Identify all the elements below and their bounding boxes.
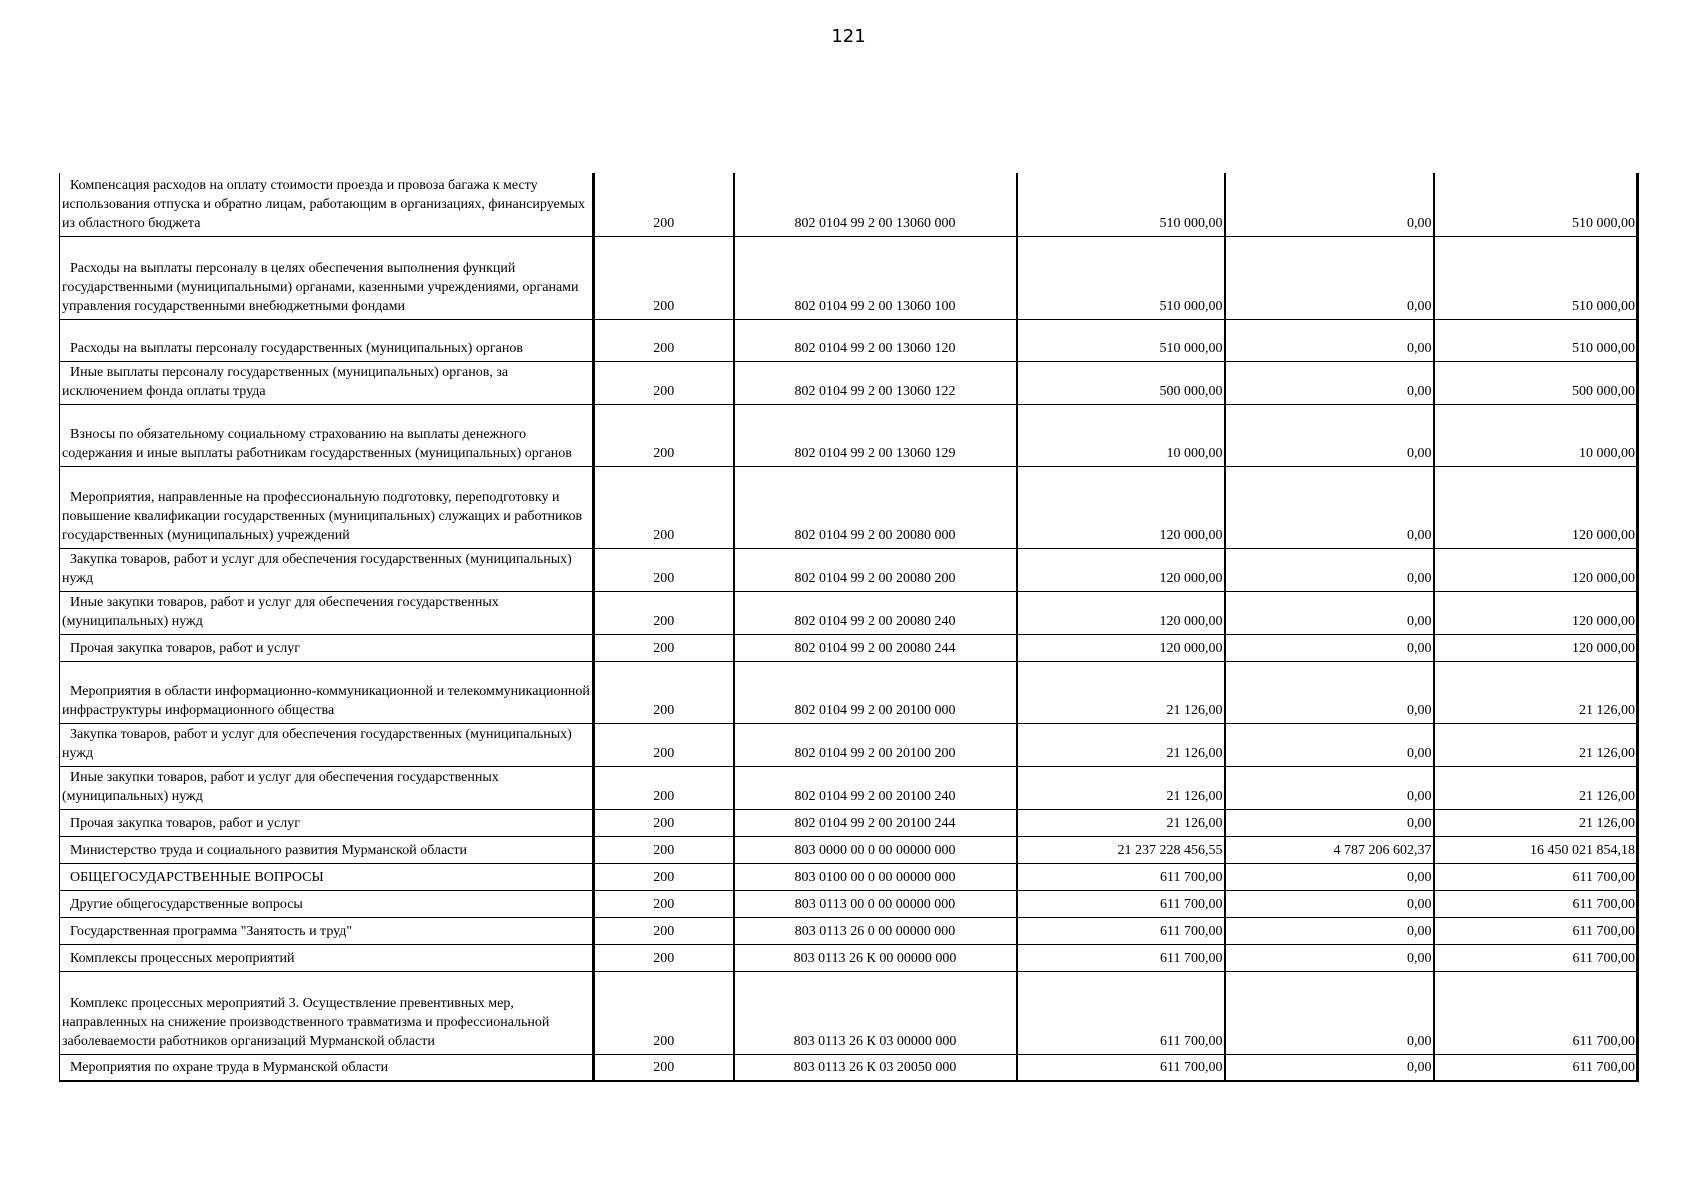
row-code: 200 bbox=[594, 634, 734, 661]
row-kbk: 802 0104 99 2 00 13060 120 bbox=[734, 319, 1017, 361]
row-kbk: 802 0104 99 2 00 20080 240 bbox=[734, 591, 1017, 634]
row-amount-3: 21 126,00 bbox=[1434, 766, 1638, 809]
row-name-text: Иные выплаты персоналу государственных (муниципальных) органов, за исключением фонда оплаты труда bbox=[62, 364, 509, 399]
row-name bbox=[60, 1054, 594, 1081]
row-name bbox=[60, 173, 594, 236]
row-amount-2: 0,00 bbox=[1225, 890, 1434, 917]
table-row bbox=[60, 591, 1638, 634]
row-code: 200 bbox=[594, 809, 734, 836]
row-amount-3: 611 700,00 bbox=[1434, 1054, 1638, 1081]
row-amount-3: 21 126,00 bbox=[1434, 809, 1638, 836]
row-name bbox=[60, 319, 594, 361]
row-code: 200 bbox=[594, 971, 734, 1054]
row-amount-3: 21 126,00 bbox=[1434, 723, 1638, 766]
row-amount-2: 0,00 bbox=[1225, 661, 1434, 723]
row-kbk: 802 0104 99 2 00 13060 000 bbox=[734, 173, 1017, 236]
table-row bbox=[60, 404, 1638, 466]
row-amount-2: 0,00 bbox=[1225, 404, 1434, 466]
row-amount-3: 510 000,00 bbox=[1434, 173, 1638, 236]
row-name-text: Мероприятия в области информационно-коммуникационной и телекоммуникационной инфраструктуры информационного общества bbox=[62, 683, 590, 718]
row-name bbox=[60, 634, 594, 661]
row-name-text: Прочая закупка товаров, работ и услуг bbox=[70, 815, 300, 831]
row-amount-total: 500 000,00 bbox=[1017, 361, 1225, 404]
row-amount-2: 0,00 bbox=[1225, 466, 1434, 548]
row-name bbox=[60, 944, 594, 971]
row-name bbox=[60, 723, 594, 766]
table-row bbox=[60, 634, 1638, 661]
row-amount-3: 500 000,00 bbox=[1434, 361, 1638, 404]
row-kbk: 802 0104 99 2 00 20080 244 bbox=[734, 634, 1017, 661]
row-amount-2: 0,00 bbox=[1225, 809, 1434, 836]
row-code: 200 bbox=[594, 890, 734, 917]
row-name bbox=[60, 591, 594, 634]
row-amount-total: 10 000,00 bbox=[1017, 404, 1225, 466]
row-name bbox=[60, 809, 594, 836]
row-amount-2: 0,00 bbox=[1225, 971, 1434, 1054]
row-kbk: 802 0104 99 2 00 20100 000 bbox=[734, 661, 1017, 723]
row-name bbox=[60, 917, 594, 944]
row-code: 200 bbox=[594, 944, 734, 971]
row-kbk: 803 0100 00 0 00 00000 000 bbox=[734, 863, 1017, 890]
row-amount-total: 21 126,00 bbox=[1017, 766, 1225, 809]
row-kbk: 802 0104 99 2 00 20100 244 bbox=[734, 809, 1017, 836]
row-code: 200 bbox=[594, 466, 734, 548]
row-name-text: Мероприятия, направленные на профессиональную подготовку, переподготовку и повышение квалификации государственных (муниципальных) служащих и работников государственных (муниципальных) учреждений bbox=[62, 489, 583, 543]
table-row bbox=[60, 766, 1638, 809]
row-amount-3: 21 126,00 bbox=[1434, 661, 1638, 723]
row-name-text: Мероприятия по охране труда в Мурманской области bbox=[70, 1060, 389, 1075]
row-amount-total: 21 126,00 bbox=[1017, 809, 1225, 836]
row-amount-total: 611 700,00 bbox=[1017, 890, 1225, 917]
row-kbk: 803 0113 26 К 03 20050 000 bbox=[734, 1054, 1017, 1081]
row-kbk: 803 0113 26 0 00 00000 000 bbox=[734, 917, 1017, 944]
row-name-text: Иные закупки товаров, работ и услуг для обеспечения государственных (муниципальных) нужд bbox=[62, 594, 499, 629]
row-amount-2: 0,00 bbox=[1225, 917, 1434, 944]
row-amount-total: 510 000,00 bbox=[1017, 319, 1225, 361]
row-amount-total: 120 000,00 bbox=[1017, 634, 1225, 661]
row-name bbox=[60, 661, 594, 723]
row-amount-2: 0,00 bbox=[1225, 766, 1434, 809]
row-kbk: 802 0104 99 2 00 13060 100 bbox=[734, 236, 1017, 319]
row-amount-3: 120 000,00 bbox=[1434, 591, 1638, 634]
table-row bbox=[60, 971, 1638, 1054]
row-name-text: Расходы на выплаты персоналу государственных (муниципальных) органов bbox=[70, 340, 523, 356]
row-amount-total: 21 126,00 bbox=[1017, 723, 1225, 766]
budget-table bbox=[59, 173, 1639, 1082]
row-code: 200 bbox=[594, 1054, 734, 1081]
row-kbk: 802 0104 99 2 00 20080 200 bbox=[734, 548, 1017, 591]
row-amount-total: 611 700,00 bbox=[1017, 917, 1225, 944]
row-kbk: 802 0104 99 2 00 13060 122 bbox=[734, 361, 1017, 404]
row-name-text: Комплекс процессных мероприятий 3. Осуществление превентивных мер, направленных на снижение производственного травматизма и профессиональной заболеваемости работников организаций Мурманской области bbox=[62, 995, 550, 1049]
row-code: 200 bbox=[594, 863, 734, 890]
row-name bbox=[60, 404, 594, 466]
row-name bbox=[60, 971, 594, 1054]
table-row bbox=[60, 548, 1638, 591]
row-amount-total: 611 700,00 bbox=[1017, 971, 1225, 1054]
row-code: 200 bbox=[594, 836, 734, 863]
row-amount-3: 611 700,00 bbox=[1434, 971, 1638, 1054]
row-amount-2: 0,00 bbox=[1225, 723, 1434, 766]
row-amount-3: 16 450 021 854,18 bbox=[1434, 836, 1638, 863]
table-row bbox=[60, 917, 1638, 944]
table-row bbox=[60, 836, 1638, 863]
row-amount-total: 21 126,00 bbox=[1017, 661, 1225, 723]
row-name-text: Закупка товаров, работ и услуг для обеспечения государственных (муниципальных) нужд bbox=[62, 726, 572, 761]
row-name-text: Компенсация расходов на оплату стоимости проезда и провоза багажа к месту использования отпуска и обратно лицам, работающим в организациях, финансируемых из областного бюджета bbox=[62, 177, 586, 231]
table-row bbox=[60, 890, 1638, 917]
row-code: 200 bbox=[594, 236, 734, 319]
table-row bbox=[60, 944, 1638, 971]
row-name bbox=[60, 466, 594, 548]
row-amount-2: 0,00 bbox=[1225, 173, 1434, 236]
row-amount-3: 611 700,00 bbox=[1434, 917, 1638, 944]
row-code: 200 bbox=[594, 591, 734, 634]
page-number: 121 bbox=[831, 26, 866, 47]
row-kbk: 803 0000 00 0 00 00000 000 bbox=[734, 836, 1017, 863]
row-amount-total: 611 700,00 bbox=[1017, 944, 1225, 971]
table-row bbox=[60, 173, 1638, 236]
row-amount-3: 611 700,00 bbox=[1434, 944, 1638, 971]
row-kbk: 803 0113 26 К 00 00000 000 bbox=[734, 944, 1017, 971]
row-name bbox=[60, 836, 594, 863]
row-amount-total: 510 000,00 bbox=[1017, 173, 1225, 236]
row-code: 200 bbox=[594, 404, 734, 466]
row-name-text: Взносы по обязательному социальному страхованию на выплаты денежного содержания и иные выплаты работникам государственных (муниципальных) органов bbox=[62, 426, 572, 461]
row-amount-2: 0,00 bbox=[1225, 634, 1434, 661]
row-amount-3: 120 000,00 bbox=[1434, 634, 1638, 661]
row-name-text: Министерство труда и социального развития Мурманской области bbox=[70, 842, 468, 858]
row-name-text: Комплексы процессных мероприятий bbox=[70, 950, 295, 966]
row-amount-3: 611 700,00 bbox=[1434, 863, 1638, 890]
row-amount-total: 120 000,00 bbox=[1017, 591, 1225, 634]
row-amount-total: 120 000,00 bbox=[1017, 466, 1225, 548]
row-amount-total: 611 700,00 bbox=[1017, 863, 1225, 890]
row-kbk: 802 0104 99 2 00 13060 129 bbox=[734, 404, 1017, 466]
row-name-text: Другие общегосударственные вопросы bbox=[70, 896, 303, 912]
row-amount-total: 120 000,00 bbox=[1017, 548, 1225, 591]
row-amount-3: 510 000,00 bbox=[1434, 319, 1638, 361]
row-amount-2: 0,00 bbox=[1225, 548, 1434, 591]
table-row bbox=[60, 661, 1638, 723]
row-name bbox=[60, 236, 594, 319]
row-code: 200 bbox=[594, 766, 734, 809]
table-row bbox=[60, 361, 1638, 404]
row-code: 200 bbox=[594, 173, 734, 236]
row-amount-3: 120 000,00 bbox=[1434, 548, 1638, 591]
row-amount-3: 120 000,00 bbox=[1434, 466, 1638, 548]
row-name-text: ОБЩЕГОСУДАРСТВЕННЫЕ ВОПРОСЫ bbox=[70, 869, 324, 885]
row-kbk: 802 0104 99 2 00 20080 000 bbox=[734, 466, 1017, 548]
row-amount-2: 0,00 bbox=[1225, 361, 1434, 404]
row-kbk: 802 0104 99 2 00 20100 200 bbox=[734, 723, 1017, 766]
row-name bbox=[60, 361, 594, 404]
row-code: 200 bbox=[594, 319, 734, 361]
row-amount-2: 0,00 bbox=[1225, 863, 1434, 890]
row-name-text: Закупка товаров, работ и услуг для обеспечения государственных (муниципальных) нужд bbox=[62, 551, 572, 586]
table-row bbox=[60, 723, 1638, 766]
row-code: 200 bbox=[594, 917, 734, 944]
row-name-text: Прочая закупка товаров, работ и услуг bbox=[70, 640, 300, 656]
row-code: 200 bbox=[594, 723, 734, 766]
row-code: 200 bbox=[594, 661, 734, 723]
row-amount-2: 4 787 206 602,37 bbox=[1225, 836, 1434, 863]
row-name-text: Расходы на выплаты персоналу в целях обеспечения выполнения функций государственными (муниципальными) органами, казенными учреждениями, органами управления государственными внебюджетными фондами bbox=[62, 260, 579, 314]
row-amount-3: 10 000,00 bbox=[1434, 404, 1638, 466]
table-row bbox=[60, 319, 1638, 361]
table-row bbox=[60, 863, 1638, 890]
row-amount-2: 0,00 bbox=[1225, 591, 1434, 634]
row-amount-2: 0,00 bbox=[1225, 319, 1434, 361]
row-amount-2: 0,00 bbox=[1225, 236, 1434, 319]
row-code: 200 bbox=[594, 548, 734, 591]
row-kbk: 803 0113 26 К 03 00000 000 bbox=[734, 971, 1017, 1054]
row-name bbox=[60, 548, 594, 591]
row-amount-total: 510 000,00 bbox=[1017, 236, 1225, 319]
row-name bbox=[60, 863, 594, 890]
row-kbk: 803 0113 00 0 00 00000 000 bbox=[734, 890, 1017, 917]
row-amount-2: 0,00 bbox=[1225, 944, 1434, 971]
row-name-text: Иные закупки товаров, работ и услуг для обеспечения государственных (муниципальных) нужд bbox=[62, 769, 499, 804]
row-amount-2: 0,00 bbox=[1225, 1054, 1434, 1081]
row-name bbox=[60, 766, 594, 809]
row-code: 200 bbox=[594, 361, 734, 404]
row-amount-3: 611 700,00 bbox=[1434, 890, 1638, 917]
row-name bbox=[60, 890, 594, 917]
table-row bbox=[60, 236, 1638, 319]
row-amount-total: 611 700,00 bbox=[1017, 1054, 1225, 1081]
table-row bbox=[60, 809, 1638, 836]
row-name-text: Государственная программа "Занятость и труд" bbox=[70, 923, 353, 939]
row-kbk: 802 0104 99 2 00 20100 240 bbox=[734, 766, 1017, 809]
row-amount-3: 510 000,00 bbox=[1434, 236, 1638, 319]
row-amount-total: 21 237 228 456,55 bbox=[1017, 836, 1225, 863]
table-row bbox=[60, 466, 1638, 548]
table-row bbox=[60, 1054, 1638, 1081]
